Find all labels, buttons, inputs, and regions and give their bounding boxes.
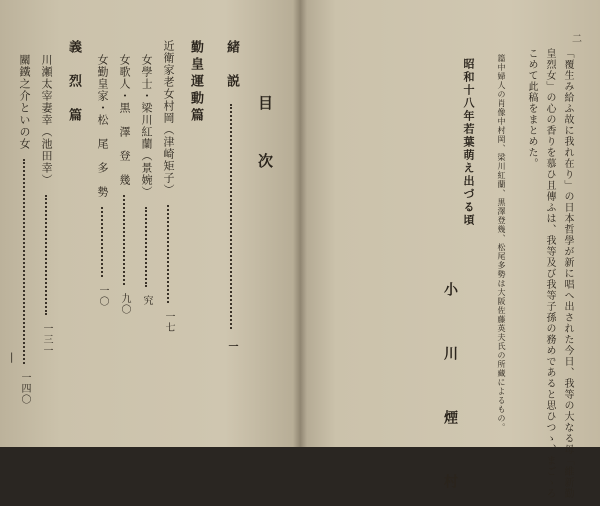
toc-section-heading: 義 烈 篇 [66, 40, 81, 125]
toc-page-number: 九〇 [119, 293, 130, 315]
toc-leader [45, 195, 47, 315]
toc-leader [23, 159, 25, 364]
toc-entry [138, 54, 154, 306]
toc-entry [160, 40, 176, 333]
preface-line: 皇烈女」の心の香りを慕ひ且傳ふは、我等及び我等子孫の務めであると思ひつゝ、まごゝろ [544, 48, 555, 499]
preface-line: 「覆生み給ふ故に我れ在り」の日本哲學が新に唱へ出された今日、我等の大なる母「維新勤 [562, 48, 573, 499]
toc-entry-text: 女勤皇家・松 尾 多 勢 [96, 54, 109, 198]
toc-page-number: 究 [141, 295, 152, 306]
toc-entry-text: 女歌人・黒 澤 登 幾 [118, 54, 131, 186]
author-name: 小 川 煙 村 [442, 282, 458, 506]
toc-entry [38, 54, 54, 356]
right-folio: 二 [572, 34, 582, 45]
toc-section-heading: 勤皇運動篇 [188, 40, 203, 125]
toc-entry [116, 54, 132, 315]
toc-intro [222, 40, 241, 355]
book-gutter [293, 0, 307, 447]
left-folio: | [10, 352, 14, 363]
toc-entry [94, 54, 110, 307]
toc-leader [230, 104, 232, 329]
toc-intro-label: 緒 説 [224, 40, 239, 91]
toc-leader [101, 207, 103, 277]
toc-entry-text: 女學士・梁川紅蘭（景婉） [140, 54, 153, 198]
toc-page-number: 一四〇 [19, 372, 30, 405]
toc-page-number: 一〇 [97, 285, 108, 307]
toc-leader [123, 195, 125, 285]
toc-leader [167, 205, 169, 303]
table-of-contents-page [0, 0, 300, 447]
toc-page-number: 一七 [163, 311, 174, 333]
toc-entry [16, 54, 32, 405]
toc-entry-text: 近衛家老女村岡（津崎矩子） [162, 40, 175, 196]
preface-line: こめて此稿をまとめた。 [526, 48, 537, 169]
toc-page-number: 一三一 [41, 323, 52, 356]
preface-page [300, 0, 600, 506]
toc-entry-text: 關鐵之介といの女 [18, 54, 31, 150]
date-line: 昭和十八年若葉萌え出づる頃 [462, 58, 475, 227]
toc-title: 目 次 [256, 95, 274, 182]
toc-page-number: 一 [226, 341, 237, 356]
portrait-note: 篇中婦人の肖像中村岡、梁川紅蘭、黒澤登幾、松尾多勢は大阪佐藤英夫氏の所藏によるもの。 [497, 54, 506, 432]
toc-entry-text: 川瀬太宰妻幸（池田幸） [40, 54, 53, 186]
toc-leader [145, 207, 147, 287]
